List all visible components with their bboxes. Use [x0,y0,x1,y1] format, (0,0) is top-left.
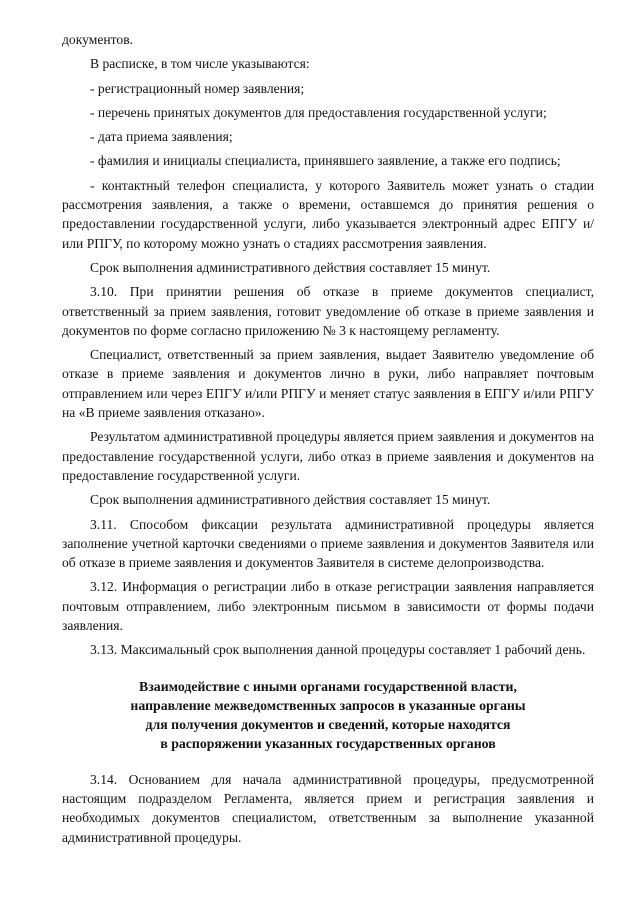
paragraph: Срок выполнения административного действия составляет 15 минут. [90,492,491,508]
paragraph: 3.13. Максимальный срок выполнения данной процедуры составляет 1 рабочий день. [90,642,586,658]
body-text-lower [62,770,594,847]
section-heading-line: для получения документов и сведений, которые находятся [145,716,511,732]
section-heading-line: в распоряжении указанных государственных органов [160,735,496,751]
paragraph: 3.14. Основанием для начала административной процедуры, предусмотренной настоящим подразделом Регламента, является прием и регистрация заявления и необходимых документов специалистом, ответственным за выполнение указанной административной процедуры. [62,771,594,845]
paragraph: В расписке, в том числе указываются: [90,56,310,72]
paragraph: Специалист, ответственный за прием заявления, выдает Заявителю уведомление об отказе в приеме заявления и документов лично в руки, либо направляет почтовым отправлением или через ЕПГУ и/или РПГУ и меняет статус заявления в ЕПГУ и/или РПГУ на «В приеме заявления отказано». [62,347,594,421]
paragraph: документов. [62,32,134,47]
paragraph: 3.10. При принятии решения об отказе в приеме документов специалист, ответственный за прием заявления, готовит уведомление об отказе в приеме заявления и документов по форме согласно приложению № 3 к настоящему регламенту. [62,284,594,338]
list-item: - регистрационный номер заявления; [90,80,305,96]
paragraph: 3.11. Способом фиксации результата административной процедуры является заполнение учетной карточки сведениями о приеме заявления и документов Заявителя или об отказе в приеме заявления и документов Заявителя в системе делопроизводства. [62,516,594,571]
paragraph: 3.12. Информация о регистрации либо в отказе регистрации заявления направляется почтовым отправлением, либо электронным письмом в зависимости от формы подачи заявления. [62,579,594,634]
list-item: - фамилия и инициалы специалиста, принявшего заявление, а также его подпись; [90,153,561,169]
paragraph: Срок выполнения административного действия составляет 15 минут. [90,259,491,275]
body-text-upper [62,30,594,660]
paragraph: Результатом административной процедуры является прием заявления и документов на предоставление государственной услуги, либо отказ в приеме заявления и документов на предоставление государственной услуги. [62,429,594,483]
list-item: - перечень принятых документов для предоставления государственной услуги; [90,104,547,120]
section-heading-line: Взаимодействие с иными органами государственной власти, [139,678,517,694]
list-item: - дата приема заявления; [90,129,233,145]
section-heading-line: направление межведомственных запросов в указанные органы [130,697,526,713]
list-item: - контактный телефон специалиста, у которого Заявитель может узнать о стадии рассмотрения заявления, а также о времени, оставшемся до принятия решения о предоставлении государственной услуги, либо указывается электронный адрес ЕПГУ и/или РПГУ, по которому можно узнать о стадиях рассмотрения заявления. [62,177,594,251]
section-heading [62,677,594,753]
